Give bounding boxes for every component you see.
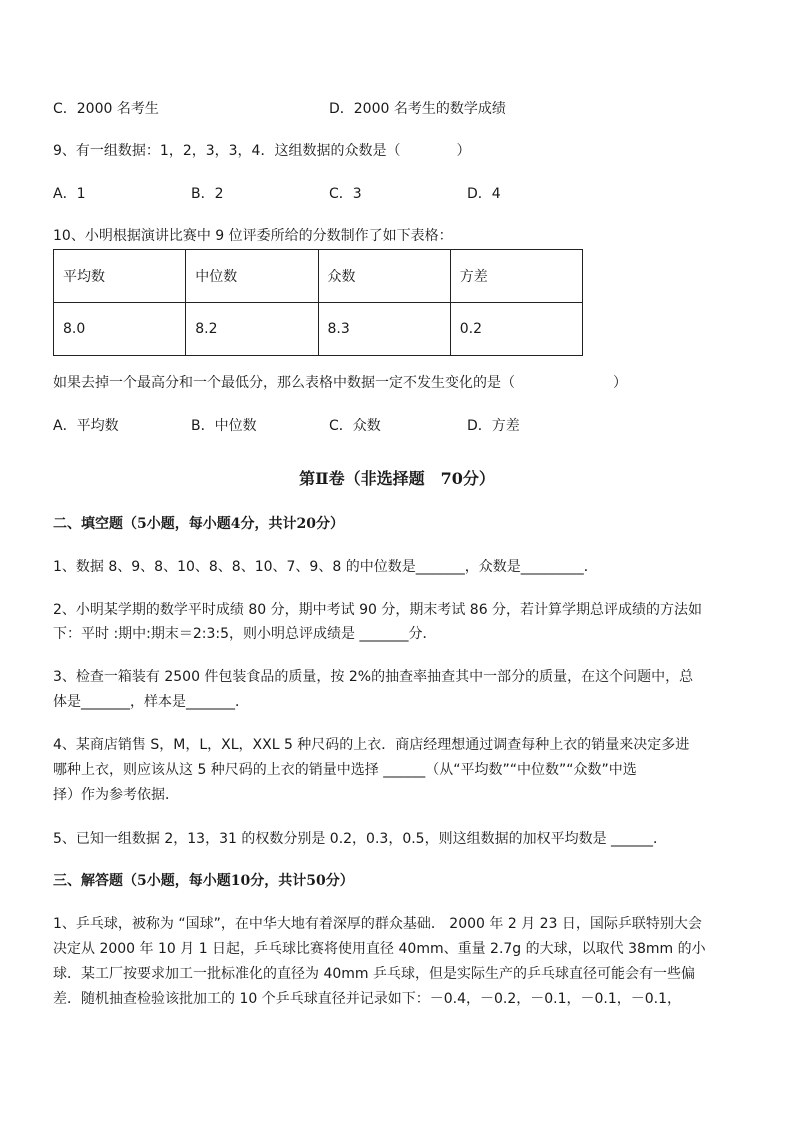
q9-stem: 9、有一组数据：1，2，3，3，4．这组数据的众数是（ ）: [53, 143, 471, 159]
table-header-mode: 众数: [318, 250, 450, 303]
q9-option-d: D．4: [467, 186, 501, 202]
table-header-mean: 平均数: [54, 250, 186, 303]
fill-q2-line1: 2、小明某学期的数学平时成绩 80 分，期中考试 90 分，期末考试 86 分，若计算学期总评成绩的方法如: [53, 602, 703, 618]
q8-option-c: C．2000 名考生: [53, 101, 159, 117]
q10-stem: 10、小明根据演讲比赛中 9 位评委所给的分数制作了如下表格：: [53, 228, 453, 244]
q10-option-d: D．方差: [467, 418, 520, 434]
fill-q4-line3: 择）作为参考依据．: [53, 787, 179, 803]
q10-option-a: A．平均数: [53, 418, 119, 434]
fill-q5: 5、已知一组数据 2，13，31 的权数分别是 0.2，0.3，0.5，则这组数据的加权平均数是 ______．: [53, 831, 668, 847]
table-value-mean: 8.0: [54, 303, 186, 356]
table-header-variance: 方差: [450, 250, 582, 303]
q10-option-c: C．众数: [329, 418, 381, 434]
table-value-variance: 0.2: [450, 303, 582, 356]
solve-q1-line4: 差．随机抽查检验该批加工的 10 个乒乓球直径并记录如下：－0.4，－0.2，－0.1，－0.1，－0.1，: [53, 991, 682, 1007]
fill-q1: 1、数据 8、9、8、10、8、8、10、7、9、8 的中位数是_______，众数是_________．: [53, 559, 598, 575]
q9-option-a: A．1: [53, 186, 86, 202]
q8-option-d: D．2000 名考生的数学成绩: [329, 101, 506, 117]
fill-q2-line2: 下：平时 :期中:期末＝2:3:5，则小明总评成绩是 _______分．: [53, 626, 437, 642]
table-row: [54, 250, 583, 303]
solve-section-heading: 三、解答题（5小题，每小题10分，共计50分）: [53, 873, 354, 889]
table-value-median: 8.2: [186, 303, 318, 356]
q9-option-b: B．2: [191, 186, 224, 202]
q10-option-b: B．中位数: [191, 418, 257, 434]
q9-option-c: C．3: [329, 186, 362, 202]
fill-q4-line1: 4、某商店销售 S，M，L，XL，XXL 5 种尺码的上衣．商店经理想通过调查每种上衣的销量来决定多进: [53, 737, 690, 753]
part2-title: 第Ⅱ卷（非选择题 70分）: [299, 469, 495, 488]
q10-question: 如果去掉一个最高分和一个最低分，那么表格中数据一定不发生变化的是（ ）: [53, 375, 627, 391]
solve-q1-line2: 决定从 2000 年 10 月 1 日起，乒乓球比赛将使用直径 40mm、重量 2.7g 的大球，以取代 38mm 的小: [53, 941, 706, 957]
score-table: [53, 249, 583, 356]
table-row: [54, 303, 583, 356]
fill-q3-line2: 体是_______，样本是_______．: [53, 694, 249, 710]
table-header-median: 中位数: [186, 250, 318, 303]
solve-q1-line1: 1、乒乓球，被称为 “国球”，在中华大地有着深厚的群众基础． 2000 年 2 月 23 日，国际乒联特别大会: [53, 916, 702, 932]
solve-q1-line3: 球．某工厂按要求加工一批标准化的直径为 40mm 乒乓球，但是实际生产的乒乓球直径可能会有一些偏: [53, 966, 695, 982]
table-value-mode: 8.3: [318, 303, 450, 356]
fill-q4-line2: 哪种上衣，则应该从这 5 种尺码的上衣的销量中选择 ______（从“平均数”“中位数”“众数”中选: [53, 762, 637, 778]
fill-q3-line1: 3、检查一箱装有 2500 件包装食品的质量，按 2%的抽查率抽查其中一部分的质量，在这个问题中，总: [53, 669, 694, 685]
fill-section-heading: 二、填空题（5小题，每小题4分，共计20分）: [53, 516, 344, 532]
